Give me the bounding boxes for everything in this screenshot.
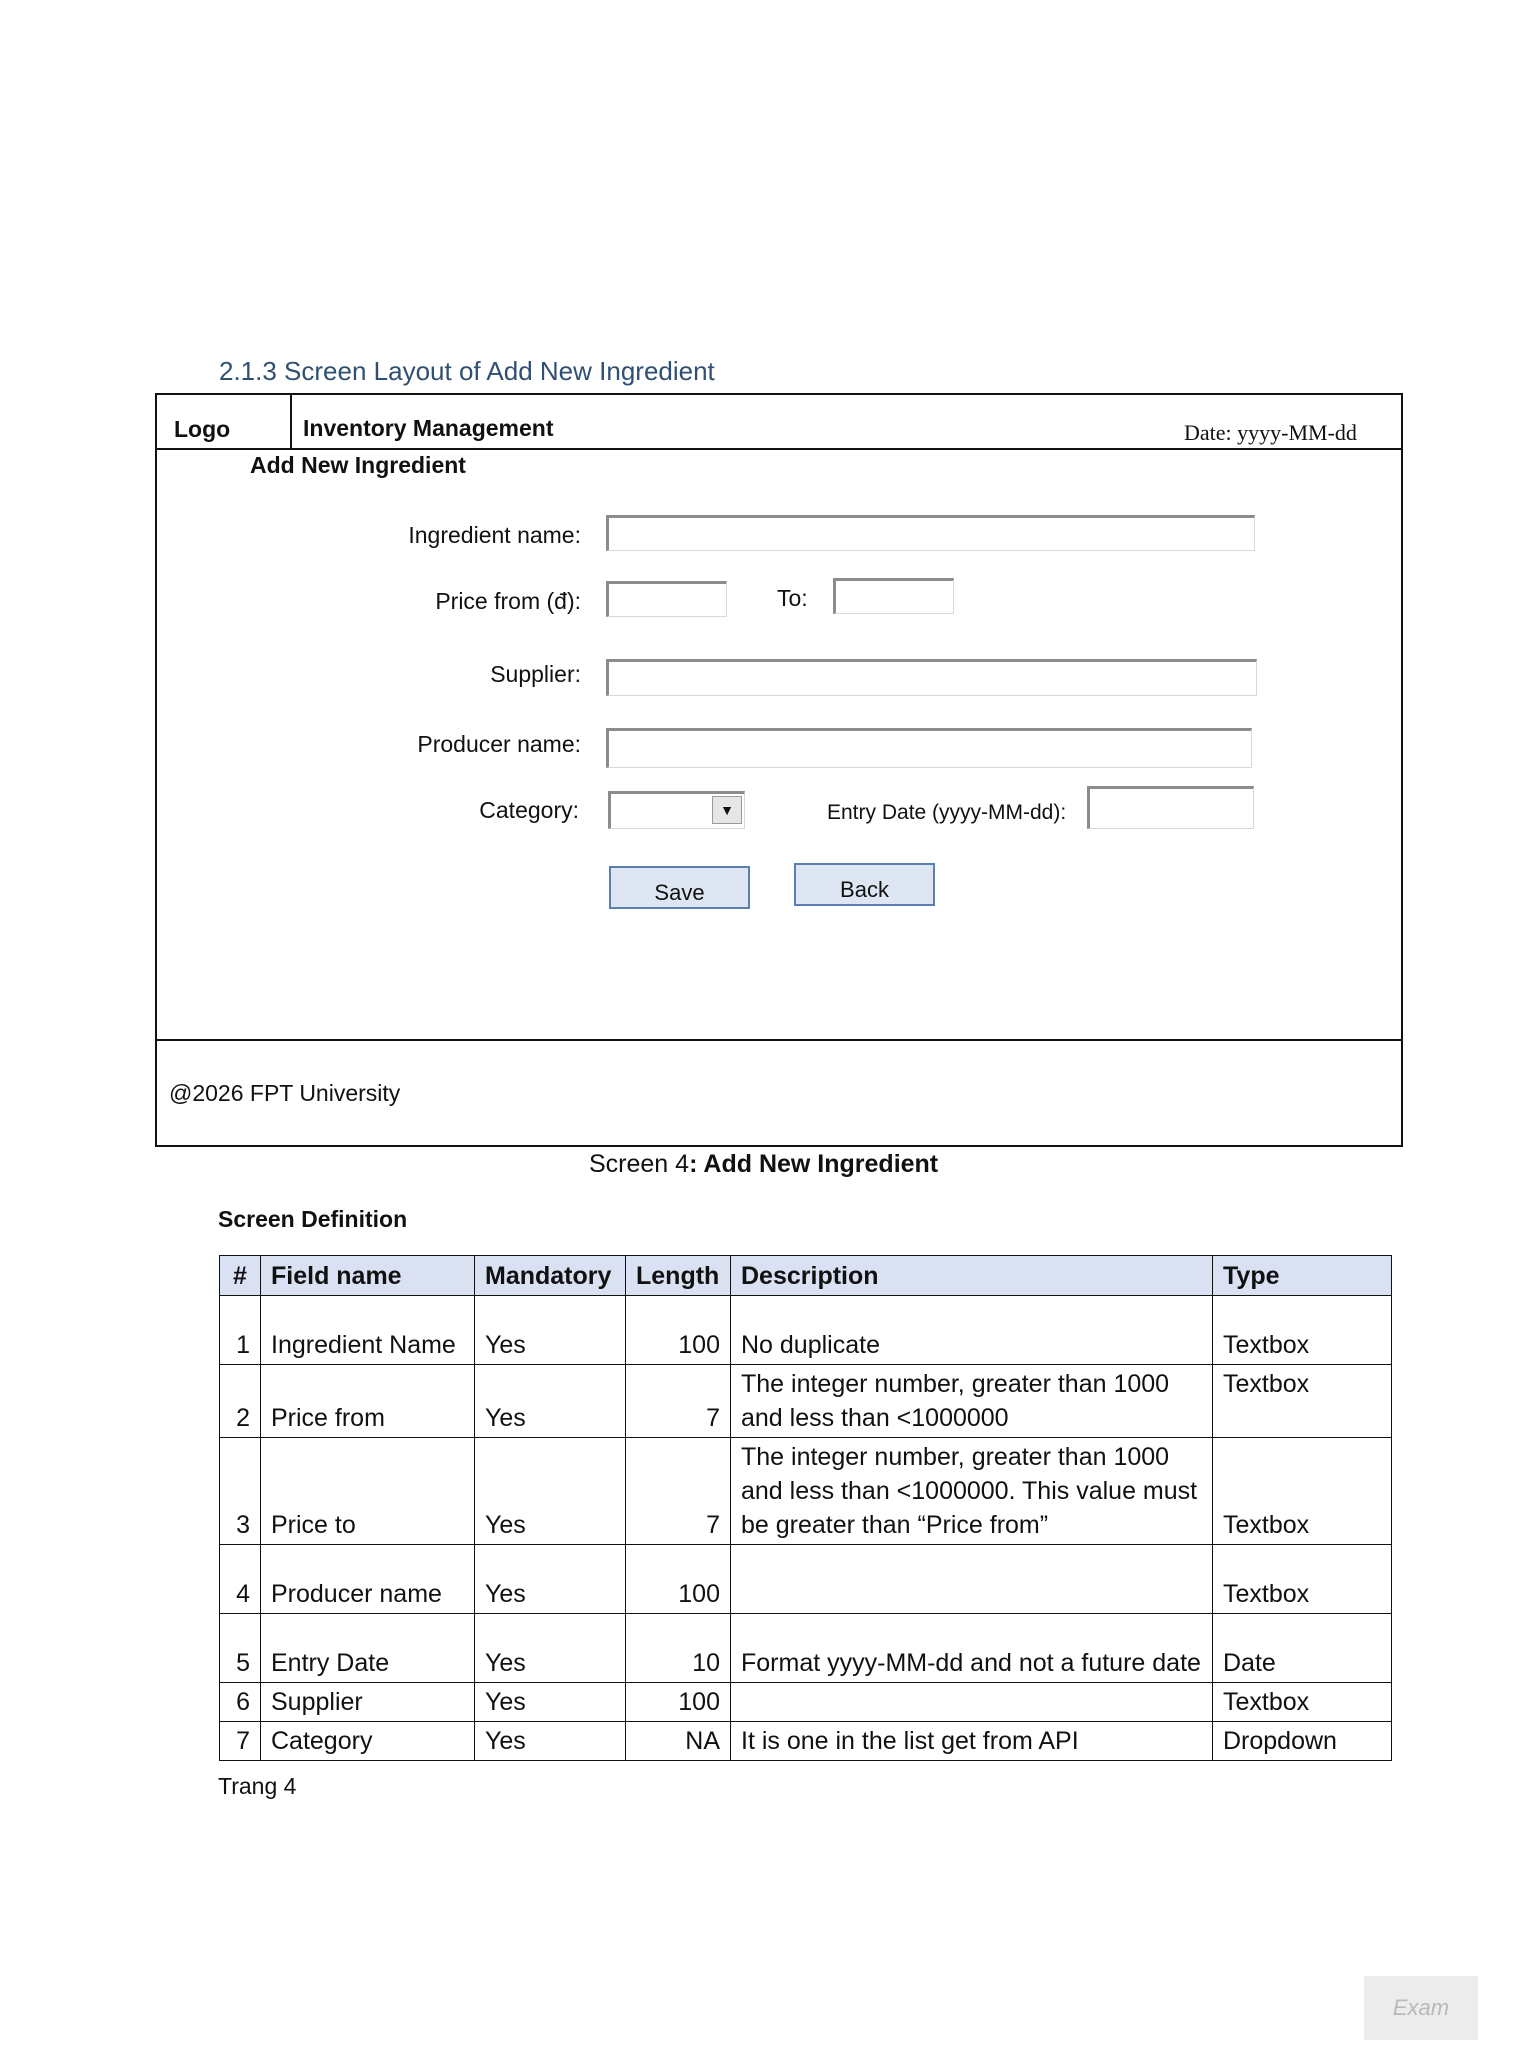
row-no: 1 (220, 1296, 261, 1365)
save-button[interactable] (609, 866, 750, 909)
col-mandatory-header: Mandatory (475, 1256, 626, 1296)
row-field: Supplier (261, 1683, 475, 1722)
exam-watermark-logo (1364, 1976, 1478, 2040)
row-description: The integer number, greater than 1000 and less than <1000000 (731, 1365, 1213, 1438)
table-row (220, 1296, 1392, 1365)
row-type: Textbox (1213, 1683, 1392, 1722)
table-header-row (220, 1256, 1392, 1296)
row-length: 100 (626, 1683, 731, 1722)
row-mandatory: Yes (475, 1614, 626, 1683)
row-type: Textbox (1213, 1365, 1392, 1438)
logo: Logo (174, 416, 231, 442)
row-field: Ingredient Name (261, 1296, 475, 1365)
row-description: The integer number, greater than 1000 and less than <1000000. This value must be greater than “Price from” (731, 1438, 1213, 1545)
watermark-text: Exam (1392, 1995, 1450, 2020)
caption-title: : Add New Ingredient (689, 1150, 939, 1178)
price-to-input[interactable] (833, 578, 954, 614)
page-number: Trang 4 (218, 1773, 297, 1799)
row-length: NA (626, 1722, 731, 1761)
row-mandatory: Yes (475, 1722, 626, 1761)
row-length: 10 (626, 1614, 731, 1683)
row-mandatory: Yes (475, 1438, 626, 1545)
table-row (220, 1365, 1392, 1438)
header-divider (157, 448, 1401, 450)
table-row (220, 1722, 1392, 1761)
row-description (731, 1683, 1213, 1722)
ingredient-name-label: Ingredient name: (408, 522, 581, 548)
col-field-header: Field name (261, 1256, 475, 1296)
entry-date-input[interactable] (1087, 786, 1254, 829)
col-type-header: Type (1213, 1256, 1392, 1296)
row-field: Price from (261, 1365, 475, 1438)
entry-date-label: Entry Date (yyyy-MM-dd): (827, 801, 1067, 824)
back-button[interactable] (794, 863, 935, 906)
row-mandatory: Yes (475, 1683, 626, 1722)
screen-mockup (155, 393, 1403, 1147)
price-from-input[interactable] (606, 581, 727, 617)
form-title: Add New Ingredient (250, 452, 466, 478)
row-field: Price to (261, 1438, 475, 1545)
row-no: 4 (220, 1545, 261, 1614)
row-type: Textbox (1213, 1545, 1392, 1614)
row-length: 100 (626, 1296, 731, 1365)
producer-name-input[interactable] (606, 728, 1252, 768)
caption-prefix: Screen 4 (589, 1150, 690, 1178)
row-description: No duplicate (731, 1296, 1213, 1365)
row-type: Dropdown (1213, 1722, 1392, 1761)
supplier-label: Supplier: (490, 661, 581, 687)
col-description-header: Description (731, 1256, 1213, 1296)
logo-divider (290, 395, 292, 449)
row-type: Textbox (1213, 1438, 1392, 1545)
ingredient-name-input[interactable] (606, 515, 1255, 551)
price-from-label: Price from (đ): (435, 588, 581, 614)
row-mandatory: Yes (475, 1296, 626, 1365)
row-mandatory: Yes (475, 1545, 626, 1614)
row-no: 5 (220, 1614, 261, 1683)
row-no: 3 (220, 1438, 261, 1545)
row-description (731, 1545, 1213, 1614)
app-title: Inventory Management (303, 415, 554, 441)
category-dropdown[interactable] (608, 791, 745, 829)
footer-copyright: @2026 FPT University (169, 1080, 401, 1106)
table-row (220, 1438, 1392, 1545)
back-button-label: Back (840, 877, 889, 902)
price-to-label: To: (777, 585, 808, 611)
col-no-header: # (220, 1256, 261, 1296)
save-button-label: Save (654, 880, 705, 905)
row-field: Entry Date (261, 1614, 475, 1683)
footer-divider (157, 1039, 1401, 1041)
row-type: Date (1213, 1614, 1392, 1683)
date-label: Date: yyyy-MM-dd (1184, 420, 1357, 445)
category-label: Category: (479, 797, 579, 823)
row-no: 7 (220, 1722, 261, 1761)
row-field: Producer name (261, 1545, 475, 1614)
supplier-input[interactable] (606, 659, 1257, 696)
producer-name-label: Producer name: (417, 731, 581, 757)
row-description: It is one in the list get from API (731, 1722, 1213, 1761)
row-description: Format yyyy-MM-dd and not a future date (731, 1614, 1213, 1683)
row-length: 7 (626, 1365, 731, 1438)
row-type: Textbox (1213, 1296, 1392, 1365)
screen-definition-table (219, 1255, 1392, 1761)
table-row (220, 1614, 1392, 1683)
screen-caption (589, 1150, 938, 1179)
section-heading: 2.1.3 Screen Layout of Add New Ingredient (219, 356, 715, 386)
row-field: Category (261, 1722, 475, 1761)
table-row (220, 1683, 1392, 1722)
row-no: 6 (220, 1683, 261, 1722)
row-length: 7 (626, 1438, 731, 1545)
row-mandatory: Yes (475, 1365, 626, 1438)
row-length: 100 (626, 1545, 731, 1614)
col-length-header: Length (626, 1256, 731, 1296)
table-row (220, 1545, 1392, 1614)
screen-definition-title: Screen Definition (218, 1206, 408, 1232)
chevron-down-icon[interactable]: ▼ (712, 796, 742, 824)
row-no: 2 (220, 1365, 261, 1438)
